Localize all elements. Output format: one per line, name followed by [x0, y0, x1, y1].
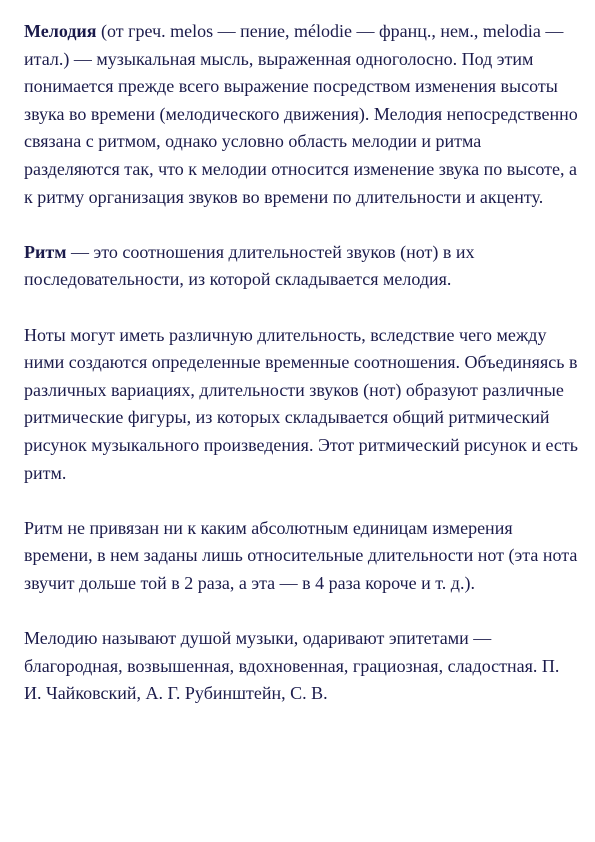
paragraph-relative-durations	[24, 515, 579, 598]
paragraph-note-durations	[24, 322, 579, 488]
paragraph-melody-soul	[24, 625, 579, 708]
document-body	[24, 18, 579, 735]
paragraph-text: — это соотношения длительностей звуков (нот) в их последовательности, из которой складывается мелодия.	[24, 241, 475, 290]
paragraph-text: Ноты могут иметь различную длительность, вследствие чего между ними создаются определенные временные соотношения. Объединяясь в различных вариациях, длительности звуков (нот) образуют различные ритмические фигуры, из которых складывается общий ритмический рисунок музыкального произведения. Этот ритмический рисунок и есть ритм.	[24, 324, 579, 483]
paragraph-rhythm-definition	[24, 239, 579, 294]
term-rhythm: Ритм	[24, 241, 67, 262]
term-melody: Мелодия	[24, 21, 97, 41]
paragraph-text: (от греч. melos — пение, mélodie — франц., нем., melodia — итал.) — музыкальная мысль, выраженная одноголосно. Под этим понимается прежде всего выражение посредством изменения высоты звука во времени (мелодического движения). Мелодия непосредственно связана с ритмом, однако условно область мелодии и ритма разделяются так, что к мелодии относится изменение звука по высоте, а к ритму организация звуков во времени по длительности и акценту.	[24, 21, 578, 207]
paragraph-text: Мелодию называют душой музыки, одаривают эпитетами — благородная, возвышенная, вдохновенная, грациозная, сладостная. П. И. Чайковский, А. Г. Рубинштейн, С. В.	[24, 628, 560, 704]
paragraph-text: Ритм не привязан ни к каким абсолютным единицам измерения времени, в нем заданы лишь относительные длительности нот (эта нота звучит дольше той в 2 раза, а эта — в 4 раза короче и т. д.).	[24, 517, 578, 593]
paragraph-melody-definition	[24, 18, 579, 211]
